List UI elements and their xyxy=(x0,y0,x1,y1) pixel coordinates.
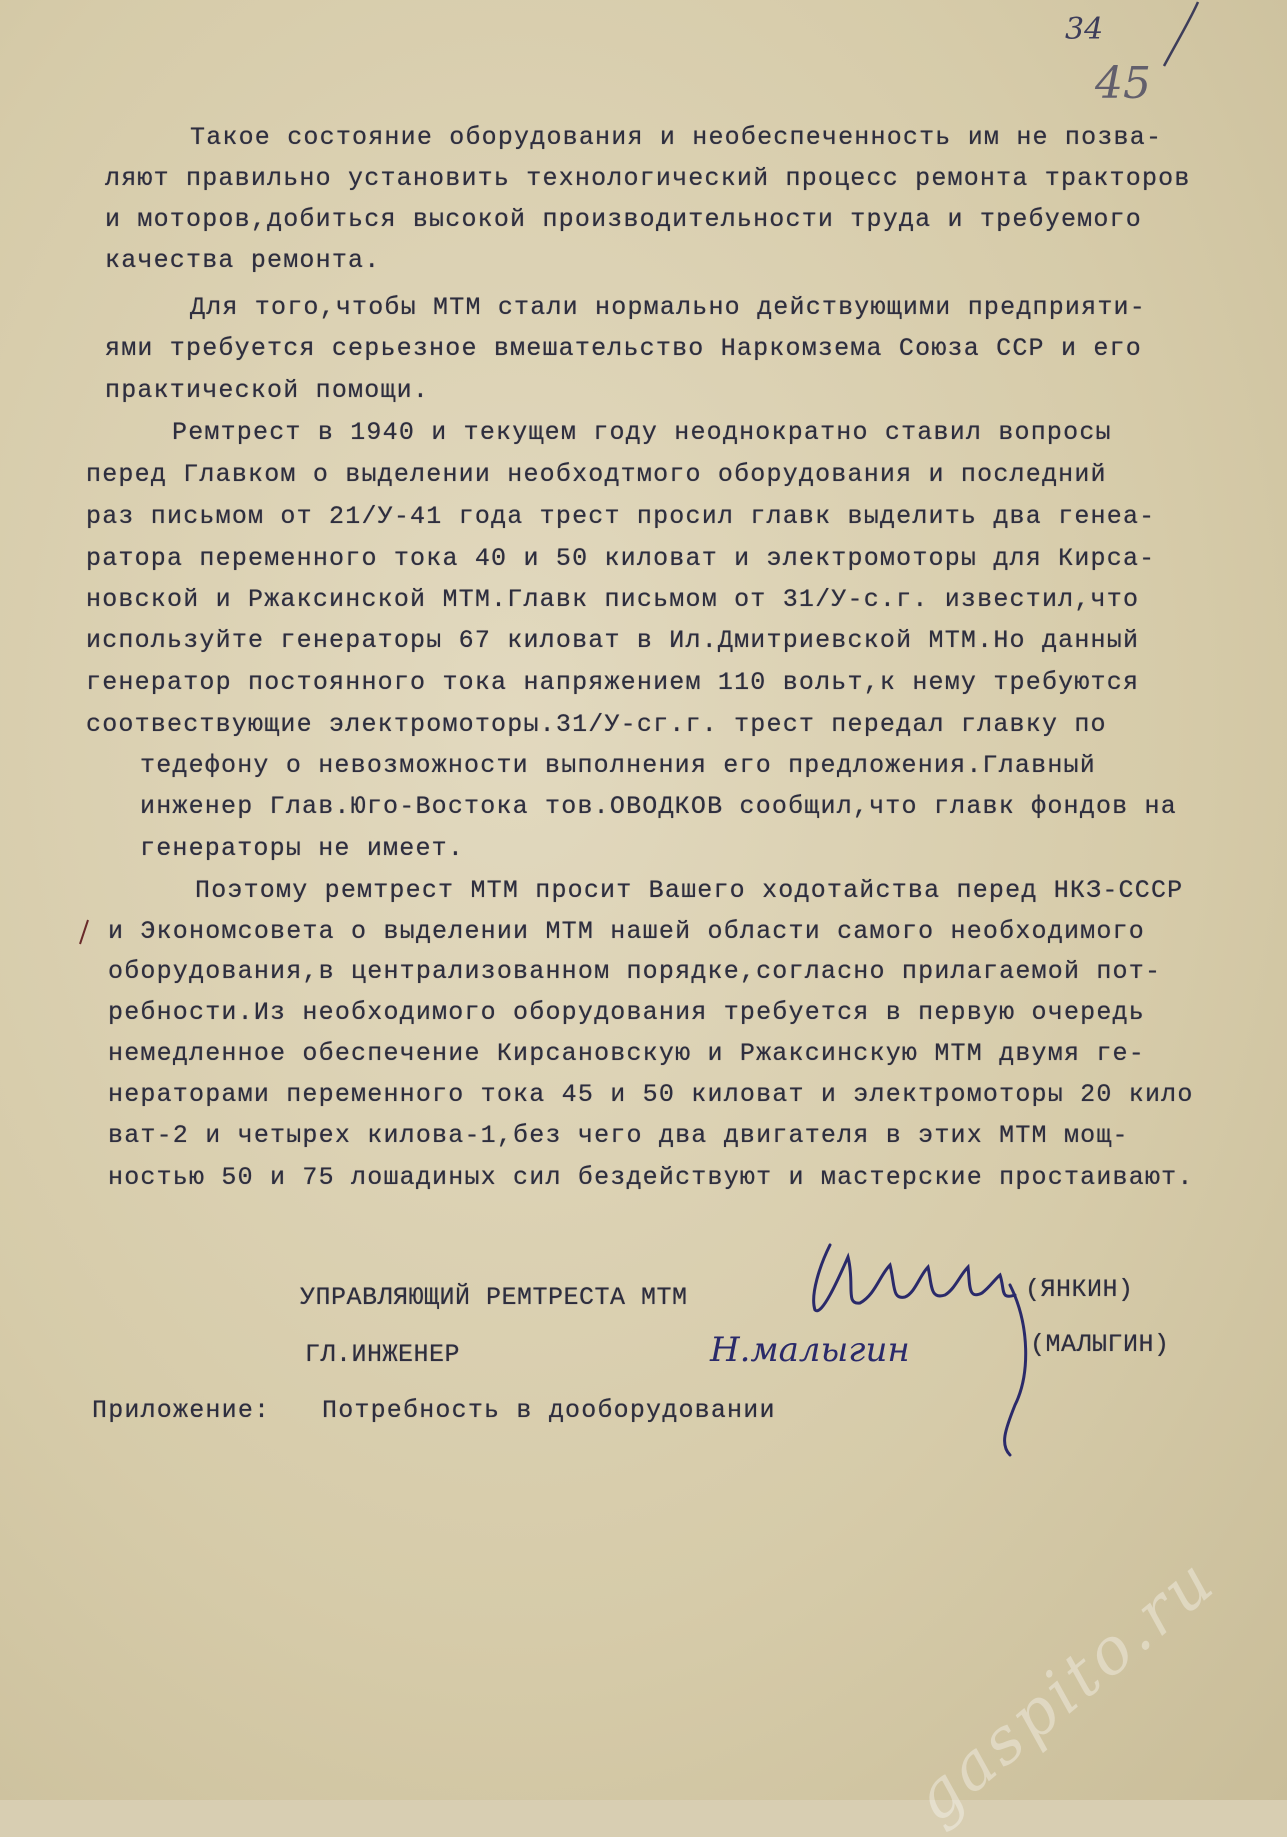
body-line: и моторов,добиться высокой производительности труда и требуемого xyxy=(105,205,1142,234)
archive-number: 34 xyxy=(1065,12,1104,47)
margin-mark xyxy=(74,918,94,948)
body-line: ратора переменного тока 40 и 50 киловат и электромоторы для Кирса- xyxy=(86,544,1156,573)
manager-name: (ЯНКИН) xyxy=(1025,1275,1134,1304)
attachment-label: Приложение: xyxy=(92,1396,271,1425)
body-line: генераторы не имеет. xyxy=(140,834,465,863)
body-line: нераторами переменного тока 45 и 50 киловат и электромоторы 20 кило xyxy=(108,1080,1194,1109)
body-line: используйте генераторы 67 киловат в Ил.Дмитриевской МТМ.Но данный xyxy=(86,626,1140,655)
engineer-signature: Н.малыгин xyxy=(710,1330,910,1370)
body-line: ностью 50 и 75 лошадиных сил бездействуют и мастерские простаивают. xyxy=(108,1163,1194,1192)
body-line: тедефону о невозможности выполнения его предложения.Главный xyxy=(140,751,1096,780)
body-line: ляют правильно установить технологический процесс ремонта тракторов xyxy=(105,164,1191,193)
watermark: gaspito.ru xyxy=(900,1543,1230,1837)
body-line: качества ремонта. xyxy=(105,246,381,275)
engineer-title: ГЛ.ИНЖЕНЕР xyxy=(305,1340,461,1369)
body-line: практической помощи. xyxy=(105,376,430,405)
engineer-name: (МАЛЫГИН) xyxy=(1030,1330,1170,1359)
body-line: Ремтрест в 1940 и текущем году неоднократно ставил вопросы xyxy=(172,418,1112,447)
body-line: оборудования,в централизованном порядке,согласно прилагаемой пот- xyxy=(108,957,1162,986)
manager-title: УПРАВЛЯЮЩИЙ РЕМТРЕСТА МТМ xyxy=(300,1283,688,1312)
body-line: Такое состояние оборудования и необеспеченность им не позва- xyxy=(190,123,1163,152)
body-line: и Экономсовета о выделении МТМ нашей области самого необходимого xyxy=(108,917,1145,946)
body-line: ребности.Из необходимого оборудования требуется в первую очередь xyxy=(108,998,1145,1027)
body-line: немедленное обеспечение Кирсановскую и Ржаксинскую МТМ двумя ге- xyxy=(108,1039,1145,1068)
attachment-text: Потребность в дооборудовании xyxy=(322,1396,776,1425)
body-line: ват-2 и четырех килова-1,без чего два двигателя в этих МТМ мощ- xyxy=(108,1121,1129,1150)
body-line: новской и Ржаксинской МТМ.Главк письмом от 31/У-с.г. известил,что xyxy=(86,585,1140,614)
body-line: инженер Глав.Юго-Востока тов.ОВОДКОВ сообщил,что главк фондов на xyxy=(140,792,1177,821)
body-line: раз письмом от 21/У-41 года трест просил главк выделить два генеа- xyxy=(86,502,1156,531)
body-line: перед Главком о выделении необходтмого оборудования и последний xyxy=(86,460,1107,489)
body-line: Для того,чтобы МТМ стали нормально действующими предприяти- xyxy=(190,293,1146,322)
archive-slash-mark xyxy=(1150,0,1210,70)
body-line: ями требуется серьезное вмешательство Наркомзема Союза ССР и его xyxy=(105,334,1142,363)
body-line: Поэтому ремтрест МТМ просит Вашего ходотайства перед НКЗ-СССР xyxy=(195,876,1184,905)
body-line: соотвествующие электромоторы.31/У-сг.г. трест передал главку по xyxy=(86,710,1107,739)
body-line: генератор постоянного тока напряжением 110 вольт,к нему требуются xyxy=(86,668,1140,697)
archive-number-old: 45 xyxy=(1095,58,1151,109)
